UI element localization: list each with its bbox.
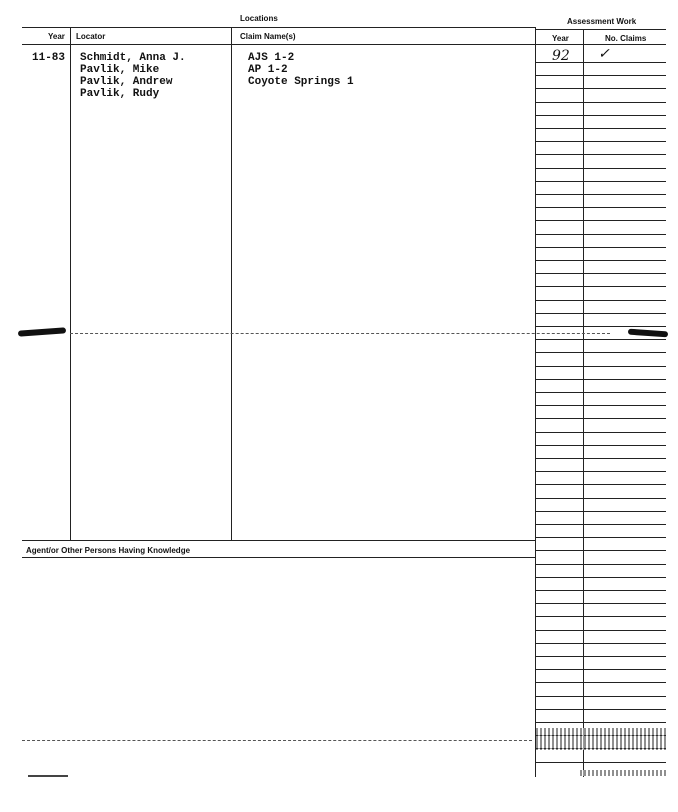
assessment-row-line: [535, 339, 666, 340]
assessment-row-line: [535, 220, 666, 221]
assessment-row-line: [535, 696, 666, 697]
locator-name: Pavlik, Mike: [80, 64, 160, 76]
scan-noise-right: [536, 728, 666, 750]
locator-column-divider: [70, 27, 71, 540]
column-header-assess-year: Year: [552, 34, 569, 43]
assessment-row-line: [535, 366, 666, 367]
assessment-row-line: [535, 669, 666, 670]
column-header-no-claims: No. Claims: [605, 34, 647, 43]
bottom-dashed-line: [22, 740, 532, 741]
assessment-row-line: [535, 722, 666, 723]
assessment-row-line: [535, 405, 666, 406]
claim-name-list: [248, 52, 354, 88]
assessment-row-line: [535, 352, 666, 353]
assessment-checkmark-handwritten: ✓: [598, 46, 610, 62]
assessment-row-line: [535, 115, 666, 116]
assessment-row-line: [535, 616, 666, 617]
left-fold-mark: [18, 327, 66, 336]
assessment-row-line: [535, 392, 666, 393]
locator-name: Schmidt, Anna J.: [80, 52, 186, 64]
assessment-row-line: [535, 564, 666, 565]
assessment-row-line: [535, 128, 666, 129]
assessment-row-line: [535, 286, 666, 287]
agent-section-label: Agent/or Other Persons Having Knowledge: [26, 546, 191, 555]
assessment-row-line: [535, 709, 666, 710]
assessment-row-line: [535, 88, 666, 89]
assessment-row-line: [535, 682, 666, 683]
assessment-row-line: [535, 194, 666, 195]
assessment-row-line: [535, 577, 666, 578]
column-header-claim-names: Claim Name(s): [240, 32, 296, 41]
column-header-year: Year: [48, 32, 65, 41]
claim-name: Coyote Springs 1: [248, 76, 354, 88]
assessment-row-line: [535, 511, 666, 512]
assessment-work-title: Assessment Work: [567, 17, 637, 26]
entry-year: 11-83: [32, 52, 66, 64]
locator-name: Pavlik, Rudy: [80, 88, 160, 100]
assessment-row-line: [535, 102, 666, 103]
assessment-year-handwritten: 92: [552, 48, 570, 64]
scan-noise-bottom: [580, 770, 666, 776]
right-fold-mark: [628, 329, 668, 338]
assessment-row-line: [535, 762, 666, 763]
assessment-row-line: [535, 484, 666, 485]
assessment-row-line: [535, 656, 666, 657]
assessment-row-line: [535, 379, 666, 380]
assessment-row-line: [535, 273, 666, 274]
assessment-row-line: [535, 603, 666, 604]
assessment-left-divider: [535, 27, 536, 777]
assessment-row-line: [535, 181, 666, 182]
assessment-top-border: [535, 29, 666, 30]
locations-title: Locations: [240, 14, 278, 23]
assessment-row-line: [535, 643, 666, 644]
assessment-row-line: [535, 141, 666, 142]
assessment-row-line: [535, 537, 666, 538]
assessment-row-line: [535, 445, 666, 446]
table-top-border: [22, 27, 535, 28]
fold-line: [70, 333, 610, 334]
assessment-row-line: [535, 498, 666, 499]
scan-mark-bottom-left: [28, 775, 68, 777]
assessment-row-line: [535, 418, 666, 419]
assessment-row-line: [535, 471, 666, 472]
assessment-row-line: [535, 550, 666, 551]
assessment-row-line: [535, 313, 666, 314]
assessment-row-line: [535, 260, 666, 261]
claim-column-divider: [231, 27, 232, 540]
assessment-row-line: [535, 590, 666, 591]
assessment-row-line: [535, 234, 666, 235]
assessment-row-line: [535, 458, 666, 459]
header-bottom-border: [22, 44, 666, 45]
agent-section-underline: [22, 557, 535, 558]
assessment-row-line: [535, 326, 666, 327]
claim-name: AP 1-2: [248, 64, 288, 76]
assessment-row-line: [535, 154, 666, 155]
assessment-row-line: [535, 75, 666, 76]
assessment-row-line: [535, 300, 666, 301]
assessment-row-line: [535, 524, 666, 525]
assessment-row-line: [535, 168, 666, 169]
assessment-row-line: [535, 630, 666, 631]
column-header-locator: Locator: [76, 32, 106, 41]
assessment-row-line: [535, 62, 666, 63]
locator-name: Pavlik, Andrew: [80, 76, 173, 88]
assessment-row-line: [535, 247, 666, 248]
location-table-bottom: [22, 540, 535, 541]
assessment-row-line: [535, 207, 666, 208]
claim-name: AJS 1-2: [248, 52, 295, 64]
assessment-row-line: [535, 432, 666, 433]
locator-list: [80, 52, 186, 100]
